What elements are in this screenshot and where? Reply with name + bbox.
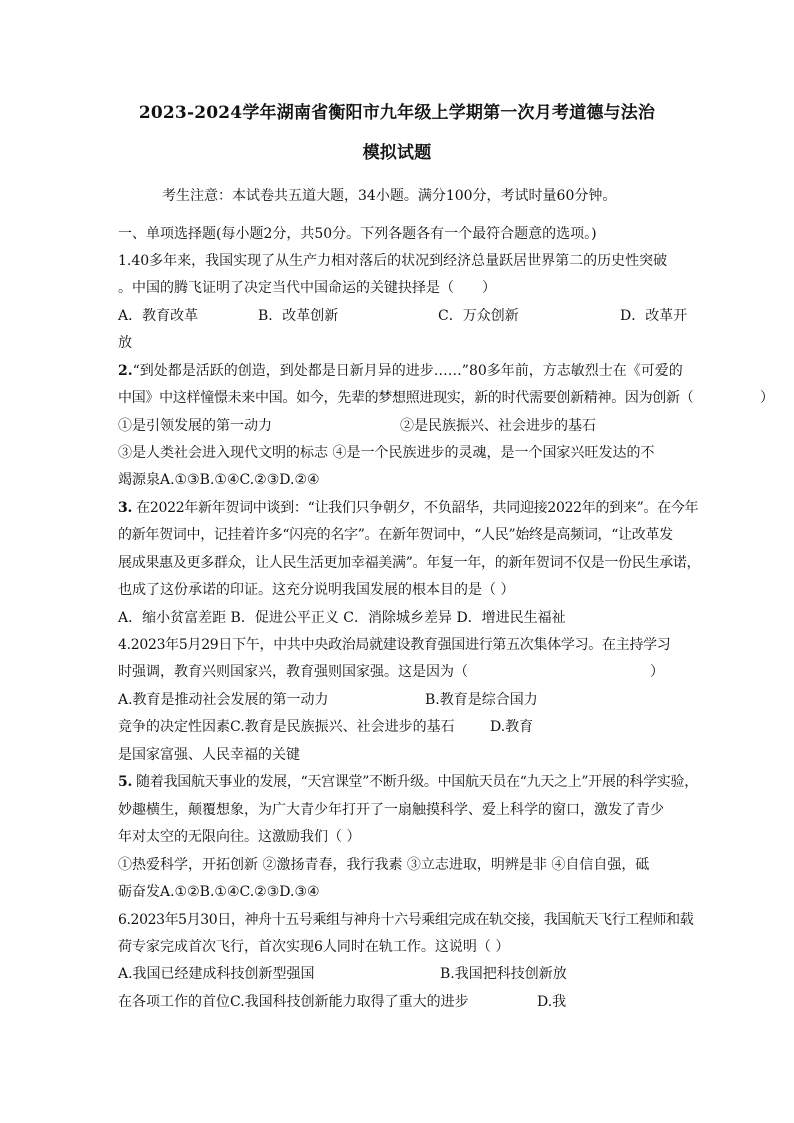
q5-items-line: ①热爱科学，开拓创新 ②激扬青春，我行我素 ③立志进取，明辨是非 ④自信自强，砥 <box>118 857 650 873</box>
exam-title-line1: 2023-2024学年湖南省衡阳市九年级上学期第一次月考道德与法治 <box>138 103 656 123</box>
q4-option-b: B.教育是综合国力 <box>425 692 538 708</box>
q3-stem-line2: 的新年贺词中，记挂着许多“闪亮的名字”。在新年贺词中，“人民”始终是高频词，“让改革发 <box>118 527 673 543</box>
exam-notice: 考生注意：本试卷共五道大题，34小题。满分100分，考试时量60分钟。 <box>162 188 617 204</box>
q5-stem-line3: 年对太空的无限向往。这激励我们（ ） <box>118 829 361 845</box>
q1-option-d-cont: 放 <box>118 335 132 351</box>
q4-option-d: D.教育 <box>490 719 534 735</box>
q2-paren-close: ） <box>760 390 774 406</box>
q2-number: 2. <box>118 363 133 379</box>
q5-options: 砺奋发A.①②B.①④C.②③D.③④ <box>118 884 320 900</box>
q1-option-b: B．改革创新 <box>258 308 339 324</box>
q6-option-c-line: 在各项工作的首位C.我国科技创新能力取得了重大的进步 <box>118 994 469 1010</box>
q4-option-c-line: 竞争的决定性因素C.教育是民族振兴、社会进步的基石 <box>118 719 455 735</box>
q3-number: 3. <box>118 500 133 516</box>
q4-option-a: A.教育是推动社会发展的第一动力 <box>118 692 329 708</box>
q6-option-a: A.我国已经建成科技创新型强国 <box>118 966 315 982</box>
q2-line1-text: “到处都是活跃的创造，到处都是日新月异的进步……”80多年前，方志敏烈士在《可爱的 <box>132 363 683 379</box>
q1-option-d: D．改革开 <box>620 308 688 324</box>
q4-paren-close: ） <box>650 664 664 680</box>
q2-stem-line2: 中国》中这样憧憬未来中国。如今，先辈的梦想照进现实，新的时代需要创新精神。因为创新（ <box>118 390 694 406</box>
q1-stem-line2: 。中国的腾飞证明了决定当代中国命运的关键抉择是（ ） <box>118 280 496 296</box>
q2-item-2: ②是民族振兴、社会进步的基石 <box>400 418 596 434</box>
q5-stem-line2: 妙趣横生，颠覆想象，为广大青少年打开了一扇触摸科学、爱上科学的窗口，激发了青少 <box>118 802 664 818</box>
q1-stem-line1: 1.40多年来，我国实现了从生产力相对落后的状况到经济总量跃居世界第二的历史性突破 <box>118 253 668 269</box>
q4-stem-line2: 时强调，教育兴则国家兴，教育强则国家强。这是因为（ <box>118 664 468 680</box>
q6-stem-line1: 6.2023年5月30日，神舟十五号乘组与神舟十六号乘组完成在轨交接，我国航天飞行工程师和载 <box>118 912 694 928</box>
q2-items-line: ③是人类社会进入现代文明的标志 ④是一个民族进步的灵魂，是一个国家兴旺发达的不 <box>118 445 655 461</box>
section1-header: 一、单项选择题(每小题2分，共50分。下列各题各有一个最符合题意的选项。) <box>118 226 597 242</box>
q4-option-d-cont: 是国家富强、人民幸福的关键 <box>118 747 300 763</box>
q4-stem-line1: 4.2023年5月29日下午，中共中央政治局就建设教育强国进行第五次集体学习。在主持学习 <box>118 637 671 653</box>
q6-option-b: B.我国把科技创新放 <box>440 966 567 982</box>
q5-line1-text: 随着我国航天事业的发展，“天宫课堂”不断升级。中国航天员在“九天之上”开展的科学实验， <box>132 774 698 790</box>
q5-number: 5. <box>118 774 133 790</box>
exam-title-line2: 模拟试题 <box>362 143 432 163</box>
q3-line1-text: 在2022年新年贺词中谈到：“让我们只争朝夕，不负韶华，共同迎接2022年的到来”。在今年 <box>132 500 699 516</box>
q2-stem-line1 <box>118 361 684 381</box>
q1-option-a: A．教育改革 <box>118 308 199 324</box>
q1-option-c: C．万众创新 <box>438 308 519 324</box>
q6-option-d: D.我 <box>537 994 567 1010</box>
q2-options: 竭源泉A.①③B.①④C.②③D.②④ <box>118 472 320 488</box>
q3-options: A．缩小贫富差距 B．促进公平正义 C．消除城乡差异 D．增进民生福祉 <box>118 610 566 626</box>
q3-stem-line3: 展成果惠及更多群众，让人民生活更加幸福美满”。年复一年，的新年贺词不仅是一份民生承诺， <box>118 555 701 571</box>
q3-stem-line1 <box>118 498 699 518</box>
q6-stem-line2: 荷专家完成首次飞行，首次实现6人同时在轨工作。这说明（ ） <box>118 939 510 955</box>
q2-item-1: ①是引领发展的第一动力 <box>118 418 272 434</box>
q5-stem-line1 <box>118 772 698 792</box>
q3-stem-line4: 也成了这份承诺的印证。这充分说明我国发展的根本目的是（ ） <box>118 582 515 598</box>
